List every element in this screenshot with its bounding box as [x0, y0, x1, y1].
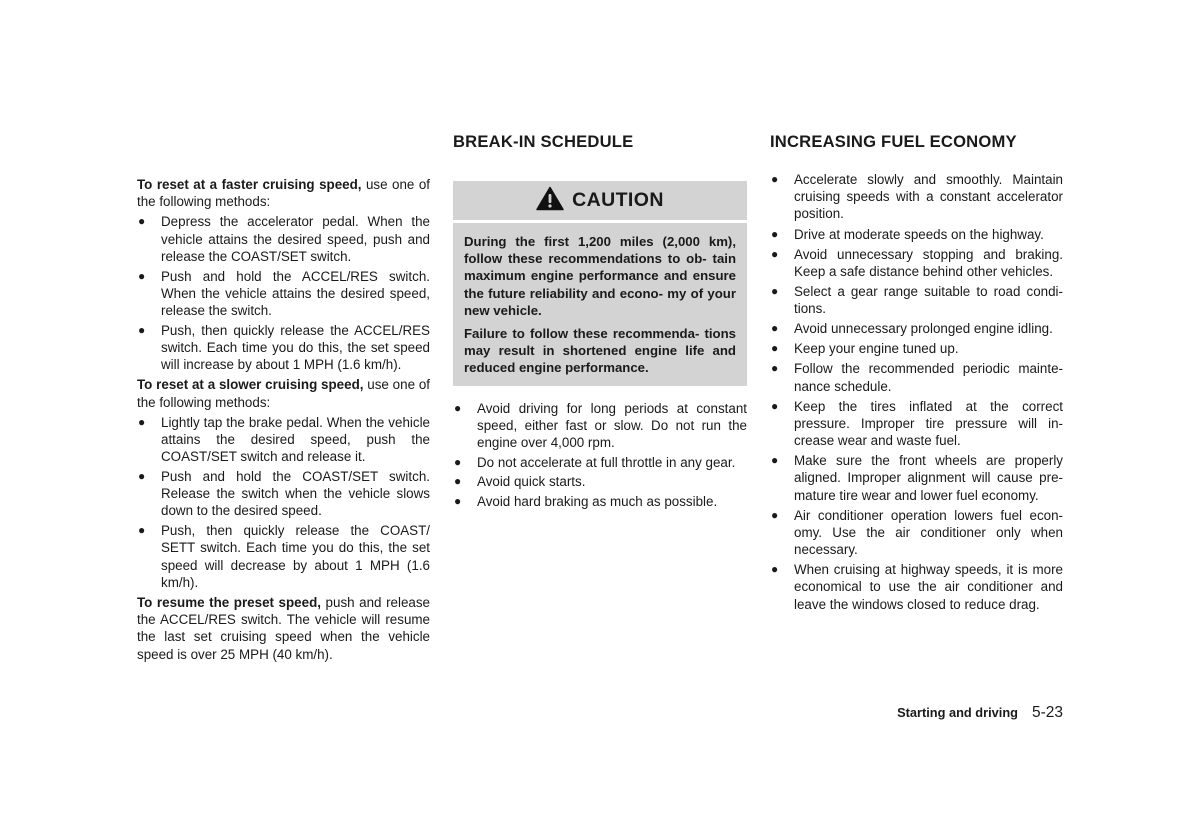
faster-speed-list [137, 213, 430, 373]
list-item-text: Lightly tap the brake pedal. When the vehicle attains the desired speed, push the COAST/SET switch and release it. [161, 414, 430, 465]
bullet-icon: ● [138, 414, 146, 429]
list-item [453, 400, 747, 452]
bullet-icon: ● [771, 246, 779, 261]
list-item-text: Keep your engine tuned up. [794, 341, 959, 357]
list-item [770, 507, 1063, 559]
caution-label: CAUTION [572, 189, 664, 211]
bullet-icon: ● [771, 341, 779, 356]
bullet-icon: ● [771, 226, 779, 241]
list-item-text: Make sure the front wheels are properly aligned. Improper alignment will cause pre- mature tire wear and lower fuel economy. [794, 453, 1063, 503]
fuel-economy-title: INCREASING FUEL ECONOMY [770, 132, 1017, 151]
bullet-icon: ● [771, 507, 779, 522]
list-item [453, 473, 747, 490]
list-item-text: Air conditioner operation lowers fuel econ- omy. Use the air conditioner only when necessary. [794, 507, 1063, 558]
list-item-text: Avoid quick starts. [477, 474, 586, 490]
list-item [453, 454, 747, 471]
bullet-icon: ● [771, 172, 779, 186]
faster-speed-lead: To reset at a faster cruising speed, [137, 177, 362, 192]
list-item-text: Avoid unnecessary stopping and braking. Keep a safe distance behind other vehicles. [794, 246, 1063, 279]
list-item-text: Do not accelerate at full throttle in any gear. [477, 454, 736, 470]
fuel-economy-list [770, 171, 1063, 613]
list-item-text: Push, then quickly release the COAST/ SETT switch. Each time you do this, the set speed will decrease by about 1 MPH (1.6 km/h). [161, 523, 430, 590]
caution-body [453, 223, 747, 386]
slower-speed-lead: To reset at a slower cruising speed, [137, 377, 364, 393]
list-item [770, 340, 1063, 357]
list-item [770, 246, 1063, 280]
list-item-text: Accelerate slowly and smoothly. Maintain cruising speeds with a constant accelerator position. [794, 172, 1063, 222]
list-item [137, 322, 430, 374]
warning-triangle-icon [536, 186, 564, 216]
slower-speed-intro [137, 376, 430, 410]
list-item [770, 283, 1063, 317]
page-footer [897, 704, 1063, 722]
bullet-icon: ● [454, 474, 462, 489]
list-item-text: Avoid hard braking as much as possible. [477, 494, 718, 510]
list-item [453, 493, 747, 510]
slower-speed-list [137, 414, 430, 591]
list-item-text: Avoid driving for long periods at constant speed, either fast or slow. Do not run the engine over 4,000 rpm. [477, 400, 747, 451]
list-item-text: Push and hold the ACCEL/RES switch. When the vehicle attains the desired speed, release the switch. [161, 268, 430, 319]
fuel-economy-column [770, 131, 1063, 616]
list-item [137, 414, 430, 466]
resume-speed-lead: To resume the preset speed, [137, 595, 321, 611]
bullet-icon: ● [771, 283, 779, 298]
bullet-icon: ● [138, 322, 146, 337]
list-item-text: Select a gear range suitable to road condi- tions. [794, 283, 1063, 317]
list-item-text: Follow the recommended periodic mainte- nance schedule. [794, 361, 1063, 394]
caution-box [453, 181, 747, 386]
resume-speed-text: push and release the ACCEL/RES switch. The vehicle will resume the last set cruising speed when the vehicle speed is over 25 MPH (40 km/h). [137, 595, 430, 662]
list-item-text: Keep the tires inflated at the correct pressure. Improper tire pressure will in- crease wear and waste fuel. [794, 398, 1063, 449]
list-item [770, 171, 1063, 223]
list-item-text: Avoid unnecessary prolonged engine idling. [794, 321, 1053, 337]
bullet-icon: ● [771, 453, 779, 468]
list-item [137, 213, 430, 265]
list-item-text: Push and hold the COAST/SET switch. Release the switch when the vehicle slows down to the desired speed. [161, 469, 430, 519]
caution-header [453, 181, 747, 223]
list-item [137, 468, 430, 520]
resume-speed-paragraph [137, 594, 430, 663]
bullet-icon: ● [454, 454, 462, 469]
break-in-column [453, 131, 747, 513]
list-item-text: Drive at moderate speeds on the highway. [794, 226, 1044, 242]
page-number: 5-23 [1031, 704, 1063, 721]
chapter-title: Starting and driving [897, 705, 1018, 720]
caution-paragraph: Failure to follow these recommenda- tions may result in shortened engine life and reduced engine performance. [464, 326, 736, 376]
bullet-icon: ● [454, 494, 462, 509]
bullet-icon: ● [138, 214, 146, 229]
slower-speed-intro-text: use one of the following methods: [137, 377, 430, 410]
list-item-text: Push, then quickly release the ACCEL/RES switch. Each time you do this, the set speed will increase by about 1 MPH (1.6 km/h). [161, 322, 430, 373]
break-in-list [453, 400, 747, 511]
list-item [137, 268, 430, 320]
bullet-icon: ● [138, 268, 146, 283]
faster-speed-intro-text: use one of the following methods: [137, 177, 430, 210]
bullet-icon: ● [138, 523, 146, 538]
bullet-icon: ● [454, 400, 462, 415]
list-item [770, 226, 1063, 243]
list-item-text: When cruising at highway speeds, it is more economical to use the air conditioner and leave the windows closed to reduce drag. [794, 562, 1063, 612]
list-item [137, 522, 430, 591]
list-item-text: Depress the accelerator pedal. When the vehicle attains the desired speed, push and release the COAST/SET switch. [161, 214, 430, 264]
bullet-icon: ● [771, 321, 779, 336]
left-column [137, 176, 430, 665]
list-item [770, 561, 1063, 613]
bullet-icon: ● [138, 469, 146, 484]
bullet-icon: ● [771, 398, 779, 413]
list-item [770, 398, 1063, 450]
bullet-icon: ● [771, 562, 779, 577]
caution-paragraph: During the first 1,200 miles (2,000 km), follow these recommendations to ob- tain maximum engine performance and ensure the future reliability and econo- my of your new vehicle. [464, 234, 736, 318]
list-item [770, 452, 1063, 504]
break-in-title: BREAK-IN SCHEDULE [453, 132, 634, 151]
bullet-icon: ● [771, 361, 779, 376]
list-item [770, 360, 1063, 394]
list-item [770, 320, 1063, 337]
faster-speed-intro [137, 176, 430, 210]
